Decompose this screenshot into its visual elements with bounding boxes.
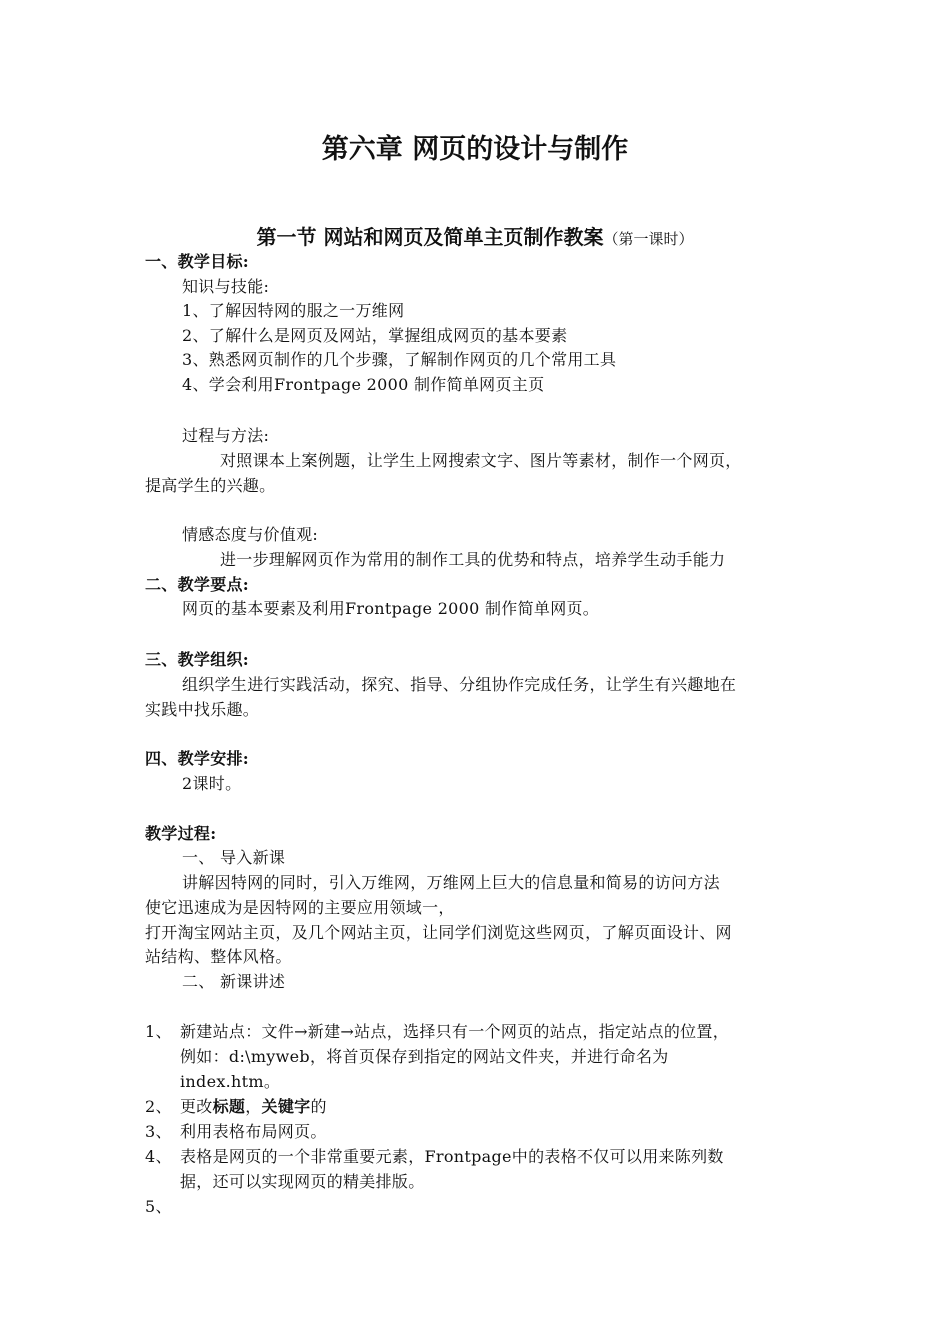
list-item-text: 例如：d:\myweb，将首页保存到指定的网站文件夹，并进行命名为	[180, 1047, 669, 1066]
knowledge-label: 知识与技能:	[182, 277, 270, 296]
process-label: 过程与方法:	[182, 426, 270, 445]
list-text-plain: ，	[245, 1097, 262, 1116]
list-text-plain: 的	[310, 1097, 327, 1116]
step-text: 打开淘宝网站主页，及几个网站主页，让同学们浏览这些网页，了解页面设计、网	[145, 923, 732, 942]
list-item-text: 据，还可以实现网页的精美排版。	[180, 1172, 425, 1191]
list-number: 2、	[145, 1097, 172, 1116]
teaching-process-heading: 教学过程:	[145, 824, 217, 843]
process-text: 对照课本上案例题，让学生上网搜索文字、图片等素材，制作一个网页，	[220, 451, 742, 470]
organization-heading: 三、教学组织:	[145, 650, 250, 669]
step-text: 站结构、整体风格。	[145, 947, 292, 966]
list-item-text: index.htm。	[180, 1072, 281, 1091]
arrangement-heading: 四、教学安排:	[145, 749, 250, 768]
list-item-text: 表格是网页的一个非常重要元素，Frontpage中的表格不仅可以用来陈列数	[180, 1147, 724, 1166]
section-note: （第一课时）	[603, 230, 694, 248]
list-text-bold: 标题	[212, 1097, 246, 1116]
list-text-plain: 更改	[180, 1097, 213, 1116]
knowledge-item: 3、熟悉网页制作的几个步骤，了解制作网页的几个常用工具	[182, 350, 617, 369]
list-item-text: 新建站点：文件→新建→站点，选择只有一个网页的站点，指定站点的位置，	[180, 1022, 730, 1041]
section-title	[0, 222, 950, 254]
organization-text: 实践中找乐趣。	[145, 700, 260, 719]
step-text: 讲解因特网的同时，引入万维网，万维网上巨大的信息量和简易的访问方法	[182, 873, 720, 892]
objectives-heading: 一、教学目标:	[145, 252, 250, 271]
chapter-title: 第六章 网页的设计与制作	[321, 134, 629, 165]
process-text: 提高学生的兴趣。	[145, 476, 276, 495]
list-number: 5、	[145, 1197, 172, 1216]
list-number: 1、	[145, 1022, 172, 1041]
step-label: 二、 新课讲述	[182, 972, 286, 991]
list-item-text: 利用表格布局网页。	[180, 1122, 327, 1141]
list-number: 4、	[145, 1147, 172, 1166]
list-number: 3、	[145, 1122, 172, 1141]
list-text-bold: 关键字	[261, 1097, 311, 1116]
section-title-text: 第一节 网站和网页及简单主页制作教案	[256, 225, 604, 249]
attitude-text: 进一步理解网页作为常用的制作工具的优势和特点，培养学生动手能力	[220, 550, 726, 569]
organization-text: 组织学生进行实践活动，探究、指导、分组协作完成任务，让学生有兴趣地在	[182, 675, 737, 694]
knowledge-item: 2、了解什么是网页及网站，掌握组成网页的基本要素	[182, 326, 568, 345]
list-item-text	[180, 1095, 327, 1119]
step-label: 一、 导入新课	[182, 848, 286, 867]
attitude-label: 情感态度与价值观:	[182, 525, 319, 544]
knowledge-item: 1、了解因特网的服之一万维网	[182, 301, 405, 320]
knowledge-item: 4、学会利用Frontpage 2000 制作简单网页主页	[182, 375, 545, 394]
key-points-text: 网页的基本要素及利用Frontpage 2000 制作简单网页。	[182, 599, 600, 618]
step-text: 使它迅速成为是因特网的主要应用领域一，	[145, 898, 455, 917]
arrangement-text: 2课时。	[182, 774, 242, 793]
key-points-heading: 二、教学要点:	[145, 575, 250, 594]
